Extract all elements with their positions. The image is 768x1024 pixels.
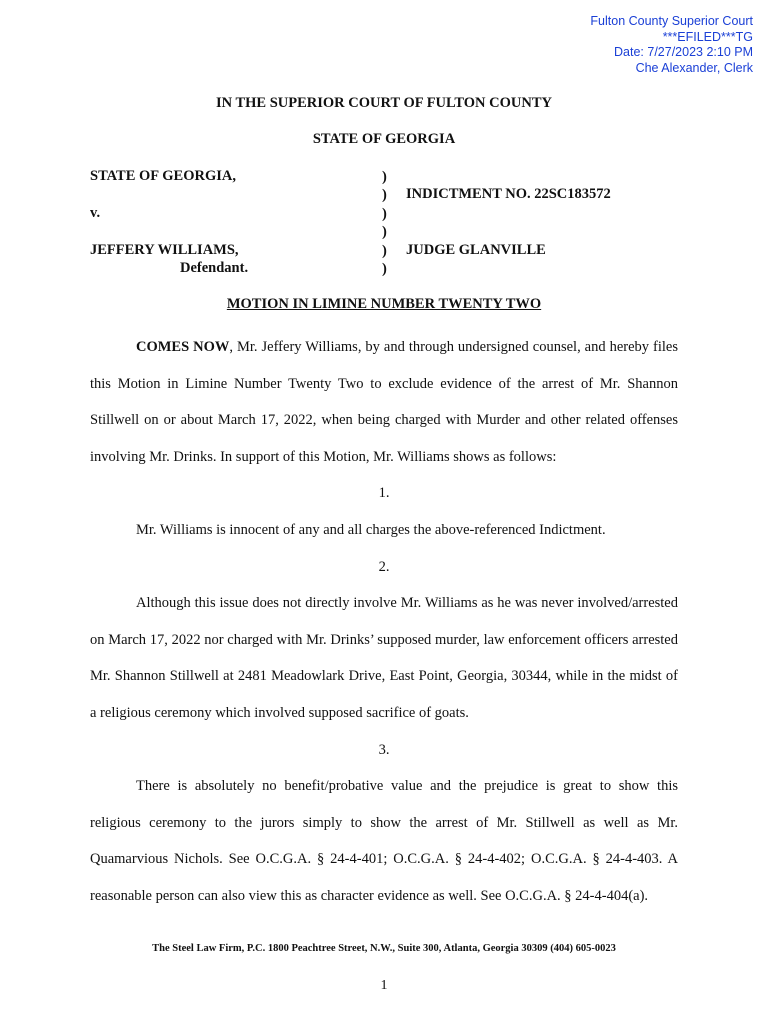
caption-plaintiff: STATE OF GEORGIA, <box>90 168 236 184</box>
section-number: 3. <box>378 741 390 758</box>
court-heading: IN THE SUPERIOR COURT OF FULTON COUNTY <box>215 95 552 111</box>
caption-defendant-name: JEFFERY WILLIAMS, <box>90 242 239 258</box>
intro-paragraph <box>90 329 678 475</box>
intro-text: , Mr. Jeffery Williams, by and through undersigned counsel, and hereby files this Motion in Limine Number Twenty Two to exclude evidence of the arrest of Mr. Shannon Stillwell on or about March 17, 2022, when being charged with Murder and other related offenses involving Mr. Drinks. In support of this Motion, Mr. Williams shows as follows: <box>90 339 678 465</box>
caption-paren-column <box>382 168 387 278</box>
stamp-clerk: Che Alexander, Clerk <box>635 60 753 75</box>
page-number: 1 <box>380 978 388 993</box>
stamp-court: Fulton County Superior Court <box>590 14 753 28</box>
stamp-date: Date: 7/27/2023 2:10 PM <box>614 45 753 59</box>
caption-versus: v. <box>90 205 101 221</box>
firm-footer: The Steel Law Firm, P.C. 1800 Peachtree Street, N.W., Suite 300, Atlanta, Georgia 30309 (404) 605-0023 <box>152 943 616 954</box>
caption-paren: ) <box>382 169 387 185</box>
caption-paren: ) <box>382 261 387 278</box>
motion-body <box>90 329 678 915</box>
judge-name: JUDGE GLANVILLE <box>406 242 546 258</box>
motion-title: MOTION IN LIMINE NUMBER TWENTY TWO <box>226 296 542 312</box>
caption-defendant-label: Defendant. <box>180 260 249 276</box>
section-paragraph: Although this issue does not directly involve Mr. Williams as he was never involved/arrested on March 17, 2022 nor charged with Mr. Drinks’ supposed murder, law enforcement officers arrested Mr. Shannon Stillwell at 2481 Meadowlark Drive, East Point, Georgia, 30344, while in the midst of a religious ceremony which involved supposed sacrifice of goats. <box>90 595 678 721</box>
caption-paren: ) <box>382 187 387 204</box>
indictment-number: INDICTMENT NO. 22SC183572 <box>406 186 611 202</box>
intro-lead: COMES NOW <box>136 339 230 355</box>
caption-paren: ) <box>382 242 387 259</box>
section-paragraph: There is absolutely no benefit/probative value and the prejudice is great to show this religious ceremony to the jurors simply to show the arrest of Mr. Stillwell as well as Mr. Quamarvious Nichols. See O.C.G.A. § 24-4-401; O.C.G.A. § 24-4-402; O.C.G.A. § 24-4-403. A reasonable person can also view this as character evidence as well. See O.C.G.A. § 24-4-404(a). <box>90 778 678 904</box>
state-heading: STATE OF GEORGIA <box>312 131 456 147</box>
section-paragraph: Mr. Williams is innocent of any and all charges the above-referenced Indictment. <box>136 521 606 538</box>
efile-stamp <box>590 14 753 76</box>
section-number: 2. <box>378 558 390 575</box>
section-number: 1. <box>378 485 390 502</box>
caption-paren: ) <box>382 205 387 222</box>
caption-paren: ) <box>382 224 387 241</box>
stamp-efiled: ***EFILED***TG <box>662 29 753 44</box>
